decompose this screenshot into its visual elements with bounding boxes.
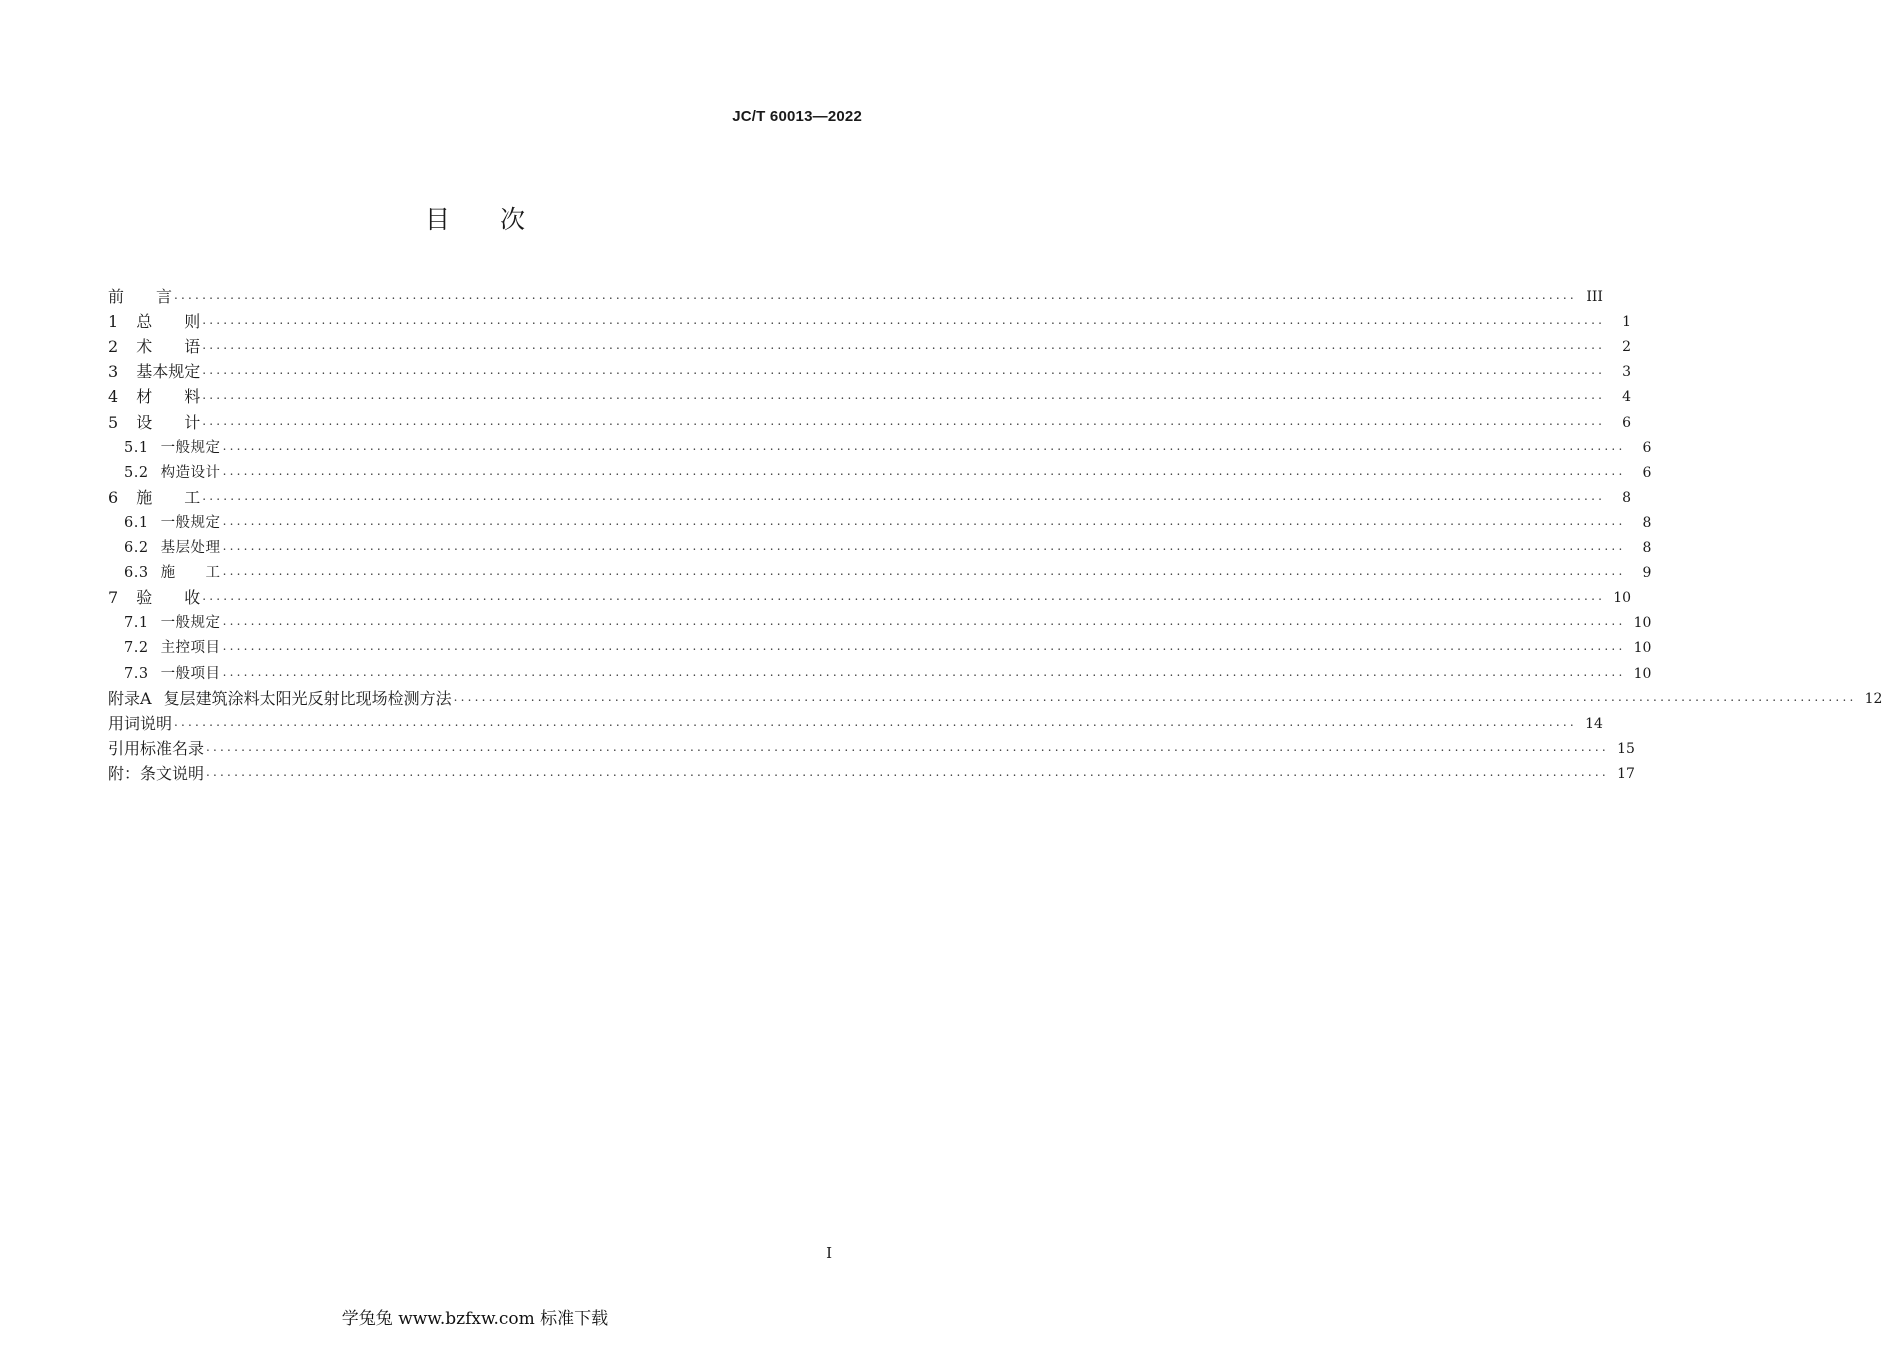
toc-entry-number: 5.1 [124, 439, 149, 456]
toc-entry-title [108, 764, 204, 784]
toc-leader-dots: ........................................................................................................................................................................................................ [202, 413, 1606, 428]
toc-entry-label: 引用标准名录 [108, 738, 205, 758]
page-title: 目次 [424, 205, 575, 234]
toc-entry-number: 5 [108, 412, 119, 432]
toc-entry-page: 8 [1642, 540, 1652, 557]
toc-entry[interactable] [108, 658, 1652, 683]
toc-entry-number: 2 [108, 337, 119, 357]
toc-entry-number: 6.3 [124, 565, 149, 582]
toc-entry[interactable] [108, 458, 1652, 483]
toc-entry-title [124, 638, 221, 658]
toc-leader-dots: ........................................................................................................................................................................................................ [202, 313, 1606, 328]
toc-entry-page: 4 [1622, 389, 1632, 406]
toc-entry-label: 施 工 [136, 487, 201, 507]
toc-leader-dots: ........................................................................................................................................................................................................ [222, 564, 1626, 579]
toc-entry-label: 附：条文说明 [108, 763, 205, 783]
toc-entry-page: 8 [1642, 514, 1652, 531]
toc-entry-title [124, 613, 221, 633]
toc-leader-dots: ........................................................................................................................................................................................................ [202, 388, 1606, 403]
table-of-contents [108, 282, 1882, 784]
toc-entry-page: 3 [1622, 364, 1632, 381]
toc-leader-dots: ........................................................................................................................................................................................................ [222, 463, 1626, 478]
toc-entry-title [108, 488, 200, 508]
toc-entry-title [108, 714, 172, 734]
toc-entry-label: 构造设计 [160, 464, 221, 481]
toc-entry[interactable] [108, 508, 1652, 533]
toc-entry[interactable] [108, 533, 1652, 558]
toc-entry-page: 1 [1622, 314, 1632, 331]
toc-leader-dots: ........................................................................................................................................................................................................ [202, 589, 1606, 604]
toc-entry-title [108, 413, 200, 433]
toc-entry-number: 6.1 [124, 514, 149, 531]
toc-entry[interactable] [108, 759, 1635, 784]
watermark-text: 学兔兔 www.bzfxw.com 标准下载 [341, 1309, 609, 1329]
toc-entry-page: 2 [1622, 339, 1632, 356]
toc-entry-title [124, 438, 221, 458]
toc-entry[interactable] [108, 483, 1632, 508]
toc-leader-dots: ........................................................................................................................................................................................................ [202, 488, 1606, 503]
toc-entry-number: 7 [108, 588, 119, 608]
standard-number: JC/T 60013—2022 [732, 108, 862, 125]
toc-entry-label: 验 收 [136, 588, 201, 608]
toc-entry-page: 8 [1622, 489, 1632, 506]
toc-entry-page: 10 [1633, 665, 1652, 682]
toc-entry-label: 设 计 [136, 412, 201, 432]
toc-entry[interactable] [108, 407, 1632, 432]
toc-entry[interactable] [108, 608, 1652, 633]
toc-entry-title [108, 312, 200, 332]
toc-entry-title [108, 337, 200, 357]
toc-leader-dots: ........................................................................................................................................................................................................ [206, 764, 1609, 779]
toc-entry-page: 6 [1642, 439, 1652, 456]
toc-entry-label: 施 工 [160, 565, 221, 582]
toc-entry-page: 14 [1585, 715, 1603, 732]
toc-entry-page: III [1586, 289, 1603, 306]
toc-entry-label: 主控项目 [160, 640, 221, 657]
toc-entry-label: 术 语 [136, 337, 201, 357]
toc-leader-dots: ........................................................................................................................................................................................................ [206, 739, 1609, 754]
toc-leader-dots: ........................................................................................................................................................................................................ [202, 338, 1606, 353]
toc-entry-page: 10 [1613, 590, 1632, 607]
toc-entry-label: 材 料 [136, 387, 201, 407]
toc-entry-label: 复层建筑涂料太阳光反射比现场检测方法 [163, 688, 452, 708]
toc-entry-page: 17 [1617, 765, 1635, 782]
toc-entry-page: 10 [1633, 615, 1652, 632]
toc-entry[interactable] [108, 382, 1632, 407]
toc-entry-page: 15 [1617, 740, 1635, 757]
toc-entry-title [124, 538, 221, 558]
toc-entry[interactable] [108, 282, 1603, 307]
toc-entry[interactable] [108, 433, 1652, 458]
toc-entry-label: 总 则 [136, 312, 201, 332]
toc-leader-dots: ........................................................................................................................................................................................................ [222, 513, 1626, 528]
toc-entry[interactable] [108, 307, 1632, 332]
toc-entry-title [124, 463, 221, 483]
toc-entry-label: 一般项目 [160, 665, 221, 682]
toc-entry-number: 附录A [108, 688, 152, 708]
toc-entry[interactable] [108, 709, 1603, 734]
page-number: I [826, 1244, 832, 1262]
toc-entry[interactable] [108, 633, 1652, 658]
toc-leader-dots: ........................................................................................................................................................................................................ [174, 714, 1577, 729]
toc-entry-title [108, 387, 200, 407]
toc-entry[interactable] [108, 684, 1882, 709]
toc-entry-number: 4 [108, 387, 119, 407]
toc-entry-title [124, 513, 221, 533]
toc-entry[interactable] [108, 357, 1632, 382]
toc-entry-page: 6 [1642, 464, 1652, 481]
toc-entry-title [108, 588, 200, 608]
toc-entry-number: 7.1 [124, 615, 149, 632]
toc-entry[interactable] [108, 734, 1635, 759]
toc-entry-label: 基本规定 [136, 362, 201, 382]
toc-entry-number: 7.3 [124, 665, 149, 682]
toc-entry-number: 5.2 [124, 464, 149, 481]
toc-leader-dots: ........................................................................................................................................................................................................ [222, 438, 1626, 453]
toc-entry-page: 6 [1622, 414, 1632, 431]
toc-leader-dots: ........................................................................................................................................................................................................ [222, 614, 1626, 629]
toc-entry[interactable] [108, 583, 1632, 608]
toc-entry-title [124, 664, 221, 684]
toc-entry-number: 6.2 [124, 540, 149, 557]
toc-leader-dots: ........................................................................................................................................................................................................ [222, 539, 1626, 554]
toc-leader-dots: ........................................................................................................................................................................................................ [222, 664, 1626, 679]
toc-entry-page: 9 [1642, 565, 1652, 582]
toc-entry-label: 基层处理 [160, 540, 221, 557]
toc-leader-dots: ........................................................................................................................................................................................................ [202, 363, 1606, 378]
toc-entry-title [108, 362, 200, 382]
toc-entry-label: 一般规定 [160, 439, 221, 456]
toc-entry-number: 1 [108, 312, 119, 332]
toc-entry-title [108, 287, 172, 307]
toc-leader-dots: ........................................................................................................................................................................................................ [453, 689, 1857, 704]
toc-entry-label: 用词说明 [108, 713, 173, 733]
toc-leader-dots: ........................................................................................................................................................................................................ [174, 288, 1577, 303]
toc-entry-title [108, 739, 204, 759]
toc-entry-page: 12 [1864, 690, 1882, 707]
toc-entry-number: 3 [108, 362, 119, 382]
toc-entry[interactable] [108, 558, 1652, 583]
toc-entry-number: 7.2 [124, 640, 149, 657]
toc-entry[interactable] [108, 332, 1632, 357]
toc-entry-label: 前 言 [108, 287, 173, 307]
toc-leader-dots: ........................................................................................................................................................................................................ [222, 639, 1626, 654]
toc-entry-title [124, 563, 221, 583]
toc-entry-label: 一般规定 [160, 514, 221, 531]
toc-entry-page: 10 [1633, 640, 1652, 657]
toc-entry-number: 6 [108, 487, 119, 507]
toc-entry-title [108, 689, 452, 709]
toc-entry-label: 一般规定 [160, 615, 221, 632]
